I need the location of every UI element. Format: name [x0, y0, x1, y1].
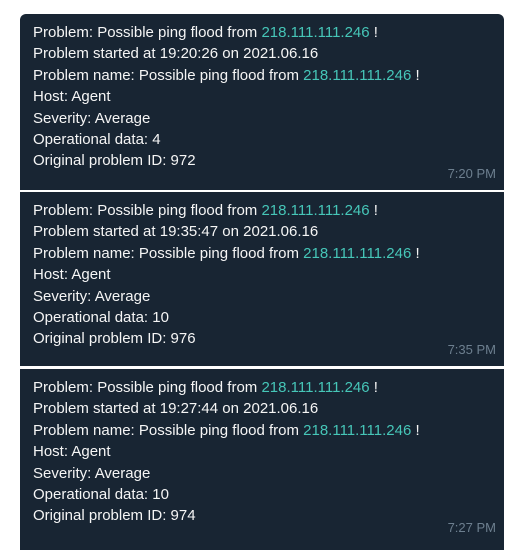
- problem-name-suffix: !: [411, 244, 420, 262]
- ip-link[interactable]: 218.111.111.246: [303, 421, 412, 439]
- message-bubble[interactable]: [20, 192, 504, 366]
- problem-line: [33, 200, 492, 221]
- problem-name-suffix: !: [411, 66, 420, 84]
- problem-line: [33, 377, 492, 398]
- problem-text: Problem: Possible ping flood from: [33, 379, 262, 396]
- problem-text: Problem: Possible ping flood from: [33, 24, 262, 41]
- host-line: Host: Agent: [33, 443, 111, 461]
- problem-name-suffix: !: [411, 421, 420, 439]
- ip-link[interactable]: 218.111.111.246: [303, 66, 412, 84]
- problem-name-text: Problem name: Possible ping flood from: [33, 421, 304, 439]
- started-line: Problem started at 19:27:44 on 2021.06.16: [33, 400, 319, 418]
- problem-name-text: Problem name: Possible ping flood from: [33, 244, 304, 262]
- problem-name-line: [33, 243, 492, 264]
- ip-link[interactable]: 218.111.111.246: [303, 244, 412, 262]
- problem-suffix: !: [369, 24, 378, 41]
- ip-link[interactable]: 218.111.111.246: [261, 379, 370, 396]
- message-bubble[interactable]: [20, 369, 504, 550]
- started-line: Problem started at 19:35:47 on 2021.06.16: [33, 223, 319, 241]
- host-line: Host: Agent: [33, 266, 111, 284]
- started-line: Problem started at 19:20:26 on 2021.06.16: [33, 45, 319, 63]
- problem-name-line: [33, 65, 492, 86]
- problem-name-text: Problem name: Possible ping flood from: [33, 66, 304, 84]
- host-line: Host: Agent: [33, 88, 111, 106]
- original-problem-id-line: Original problem ID: 974: [33, 507, 196, 525]
- severity-line: Severity: Average: [33, 287, 151, 305]
- message-bubble[interactable]: [20, 14, 504, 190]
- message-timestamp: 7:27 PM: [447, 519, 496, 535]
- severity-line: Severity: Average: [33, 109, 151, 127]
- problem-text: Problem: Possible ping flood from: [33, 202, 262, 219]
- severity-line: Severity: Average: [33, 464, 151, 482]
- ip-link[interactable]: 218.111.111.246: [261, 24, 370, 41]
- problem-line: [33, 22, 492, 43]
- problem-name-line: [33, 420, 492, 441]
- ip-link[interactable]: 218.111.111.246: [261, 202, 370, 219]
- message-timestamp: 7:20 PM: [447, 165, 496, 181]
- operational-data-line: Operational data: 10: [33, 309, 169, 327]
- operational-data-line: Operational data: 10: [33, 486, 169, 504]
- problem-suffix: !: [369, 379, 378, 396]
- original-problem-id-line: Original problem ID: 972: [33, 152, 196, 170]
- operational-data-line: Operational data: 4: [33, 131, 161, 149]
- message-timestamp: 7:35 PM: [447, 341, 496, 357]
- problem-suffix: !: [369, 202, 378, 219]
- original-problem-id-line: Original problem ID: 976: [33, 330, 196, 348]
